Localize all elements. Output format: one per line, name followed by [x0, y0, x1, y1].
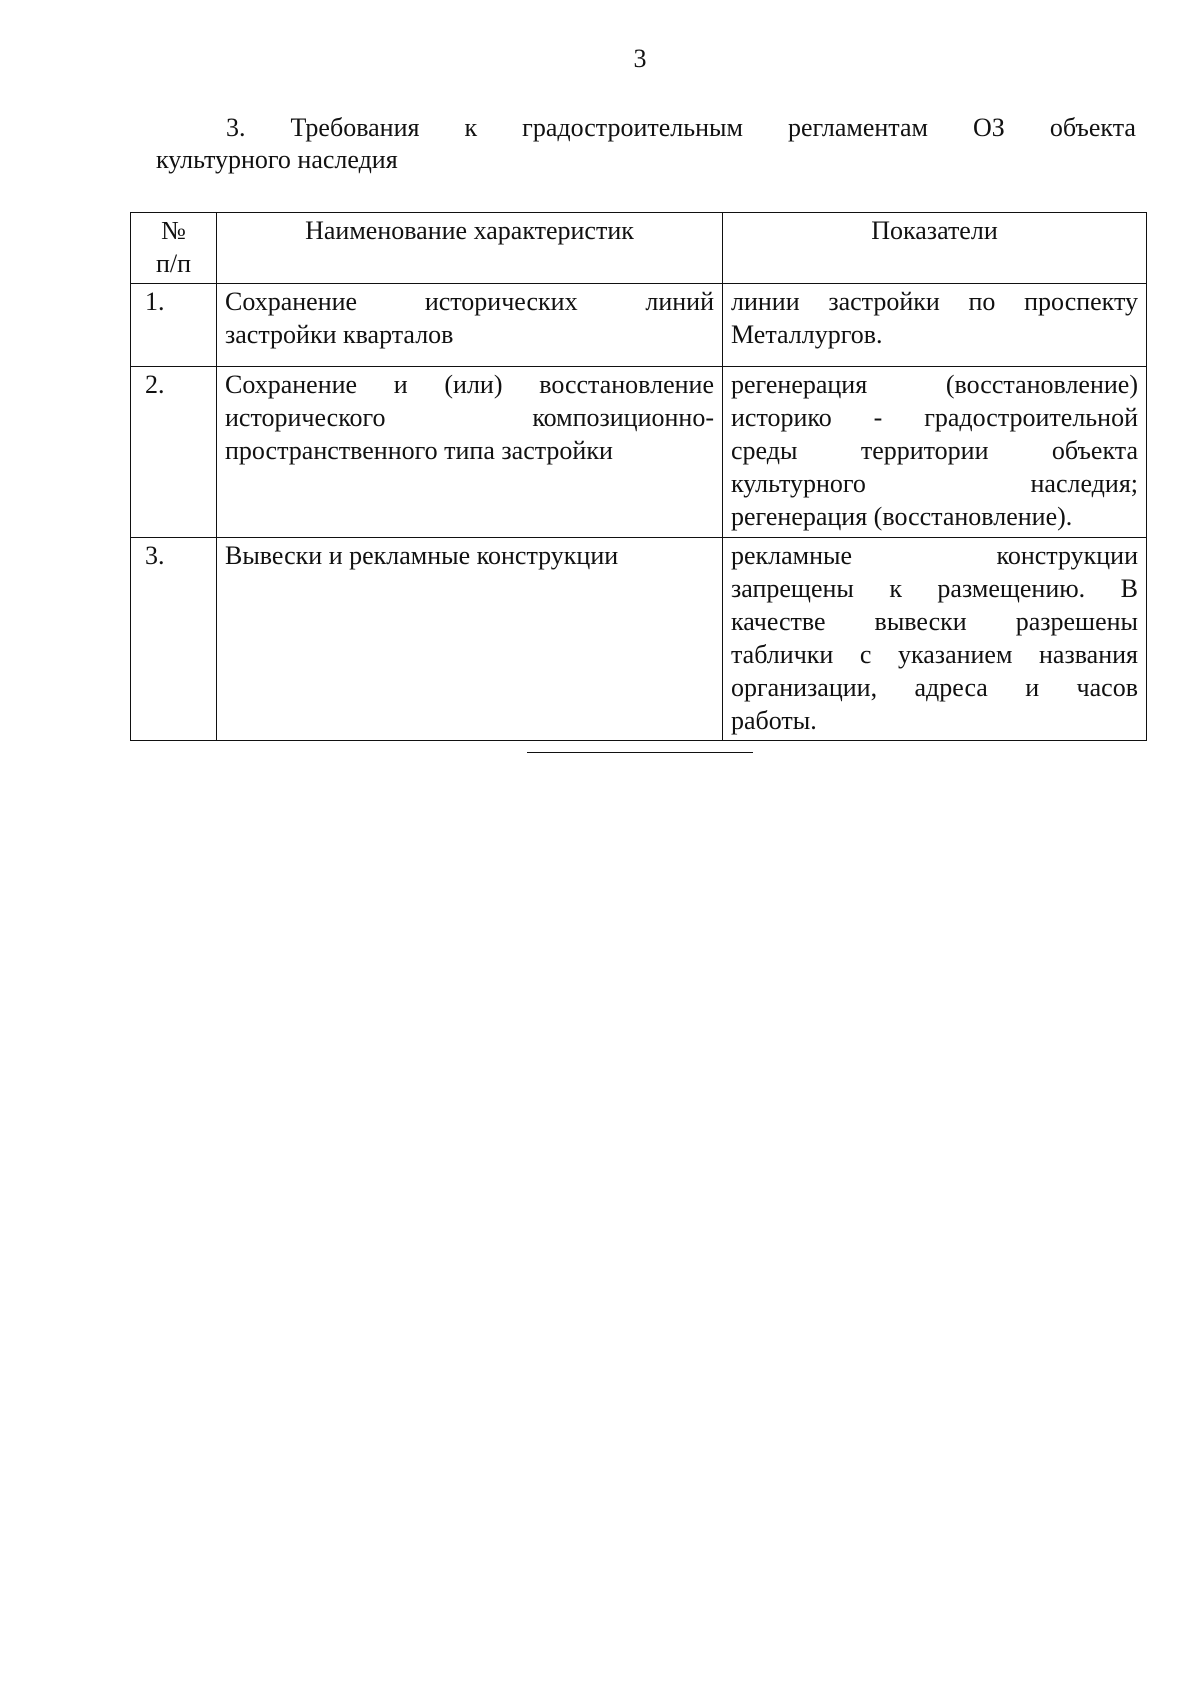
text-line: регенерация (восстановление): [731, 370, 1138, 399]
row-number: 3.: [131, 538, 217, 741]
row-indicator: [723, 538, 1147, 741]
row-number: 2.: [131, 367, 217, 538]
text-line: запрещены к размещению. В: [731, 574, 1138, 603]
text-line: регенерация (восстановление).: [731, 502, 1073, 531]
text-line: линии застройки по проспекту: [731, 287, 1138, 316]
table-row: [131, 284, 1147, 367]
text-line: Сохранение и (или) восстановление: [225, 370, 714, 399]
heading-word: ОЗ: [973, 113, 1005, 142]
header-name: Наименование характеристик: [217, 213, 723, 284]
text-line: историко - градостроительной: [731, 403, 1138, 432]
text-line: Сохранение исторических линий: [225, 287, 714, 316]
text-line: Вывески и рекламные конструкции: [225, 541, 619, 570]
row-characteristic: [217, 538, 723, 741]
heading-word: регламентам: [787, 113, 928, 142]
header-value: Показатели: [723, 213, 1147, 284]
text-line: застройки кварталов: [225, 320, 454, 349]
header-number-abbrev: п/п: [155, 249, 192, 278]
text-line: культурного наследия;: [731, 469, 1138, 498]
text-line: рекламные конструкции: [731, 541, 1138, 570]
table-row: [131, 538, 1147, 741]
heading-word: объекта: [1049, 113, 1136, 142]
row-indicator: [723, 367, 1147, 538]
table-row: [131, 367, 1147, 538]
text-line: организации, адреса и часов: [731, 673, 1138, 702]
text-line: качестве вывески разрешены: [731, 607, 1138, 636]
text-line: таблички с указанием названия: [731, 640, 1138, 669]
heading-number: 3.: [226, 113, 246, 142]
requirements-table: [130, 212, 1147, 741]
text-line: исторического композиционно-: [225, 403, 714, 432]
heading-word: к: [464, 113, 478, 142]
heading-line-2: культурного наследия: [156, 145, 398, 174]
text-line: Металлургов.: [731, 320, 883, 349]
table-header-row: [131, 213, 1147, 284]
page-number: 3: [633, 44, 647, 73]
header-number: [131, 213, 217, 284]
text-line: пространственного типа застройки: [225, 436, 613, 465]
end-separator-line: [527, 752, 753, 753]
row-indicator: [723, 284, 1147, 367]
row-characteristic: [217, 284, 723, 367]
heading-word: Требования: [290, 113, 420, 142]
section-heading: [156, 112, 1136, 176]
text-line: работы.: [731, 706, 817, 735]
header-number-symbol: №: [161, 216, 186, 245]
text-line: среды территории объекта: [731, 436, 1138, 465]
row-characteristic: [217, 367, 723, 538]
row-number: 1.: [131, 284, 217, 367]
heading-word: градостроительным: [522, 113, 743, 142]
heading-line-1: [156, 112, 1136, 144]
